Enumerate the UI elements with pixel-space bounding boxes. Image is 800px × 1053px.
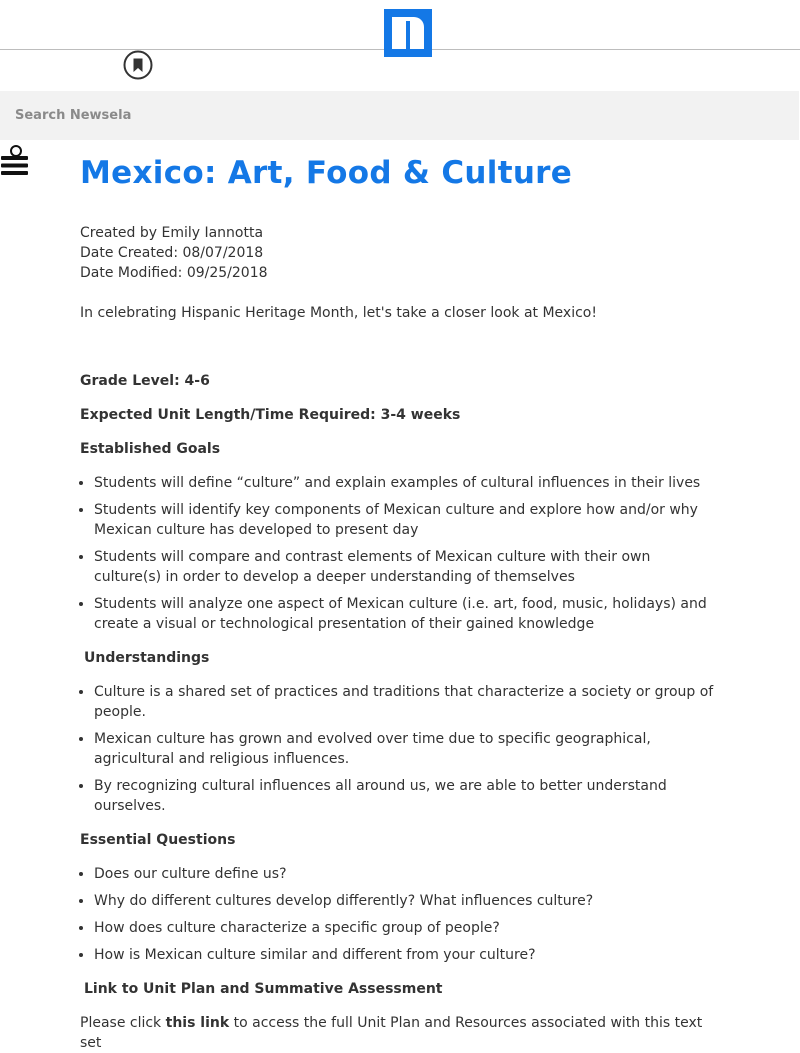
- bookmark-icon[interactable]: [123, 50, 153, 80]
- list-item: • Students will identify key components of Mexican culture and explore how and/or why Mexican culture has developed to present day: [94, 500, 720, 540]
- list-item: • How does culture characterize a specific group of people?: [94, 918, 720, 938]
- search-bar: [0, 91, 799, 140]
- metadata: [80, 223, 720, 283]
- goals-heading: Established Goals: [80, 441, 221, 457]
- questions-heading: Essential Questions: [80, 832, 236, 848]
- grade-level: Grade Level: 4-6: [80, 373, 210, 389]
- unit-plan-paragraph: [80, 1013, 720, 1053]
- list-item: • Mexican culture has grown and evolved over time due to specific geographical, agricultural and religious influences.: [94, 729, 720, 769]
- understandings-list: [80, 682, 720, 816]
- intro-text: In celebrating Hispanic Heritage Month, let's take a closer look at Mexico!: [80, 305, 597, 321]
- list-item: • How is Mexican culture similar and different from your culture?: [94, 945, 720, 965]
- text-set-content: [80, 150, 720, 1053]
- list-item: • Students will define “culture” and explain examples of cultural influences in their lives: [94, 473, 720, 493]
- top-navigation-bar: [0, 0, 800, 50]
- created-by: Created by Emily Iannotta: [80, 225, 264, 241]
- unit-plan-link[interactable]: this link: [165, 1015, 230, 1031]
- list-item: • Students will compare and contrast elements of Mexican culture with their own culture(s) in order to develop a deeper understanding of themselves: [94, 547, 720, 587]
- date-modified: Date Modified: 09/25/2018: [80, 265, 268, 281]
- footer-text-start: Please click: [80, 1015, 166, 1031]
- list-item: • Why do different cultures develop differently? What influences culture?: [94, 891, 720, 911]
- list-item: • Does our culture define us?: [94, 864, 720, 884]
- footer-text-end: to access the full Unit Plan and Resources associated with this text set: [80, 1015, 703, 1051]
- page-title: Mexico: Art, Food & Culture: [80, 155, 573, 191]
- hamburger-menu-icon[interactable]: [1, 156, 29, 176]
- list-item: • Students will analyze one aspect of Mexican culture (i.e. art, food, music, holidays) and create a visual or technological presentation of their gained knowledge: [94, 594, 720, 634]
- understandings-heading: Understandings: [84, 650, 210, 666]
- unit-plan-heading: Link to Unit Plan and Summative Assessment: [84, 981, 443, 997]
- questions-list: [80, 864, 720, 965]
- newsela-logo-icon[interactable]: [384, 9, 432, 57]
- date-created: Date Created: 08/07/2018: [80, 245, 264, 261]
- list-item: • Culture is a shared set of practices and traditions that characterize a society or group of people.: [94, 682, 720, 722]
- list-item: • By recognizing cultural influences all around us, we are able to better understand ourselves.: [94, 776, 720, 816]
- unit-length: Expected Unit Length/Time Required: 3-4 weeks: [80, 407, 461, 423]
- goals-list: [80, 473, 720, 634]
- search-input[interactable]: [15, 91, 775, 140]
